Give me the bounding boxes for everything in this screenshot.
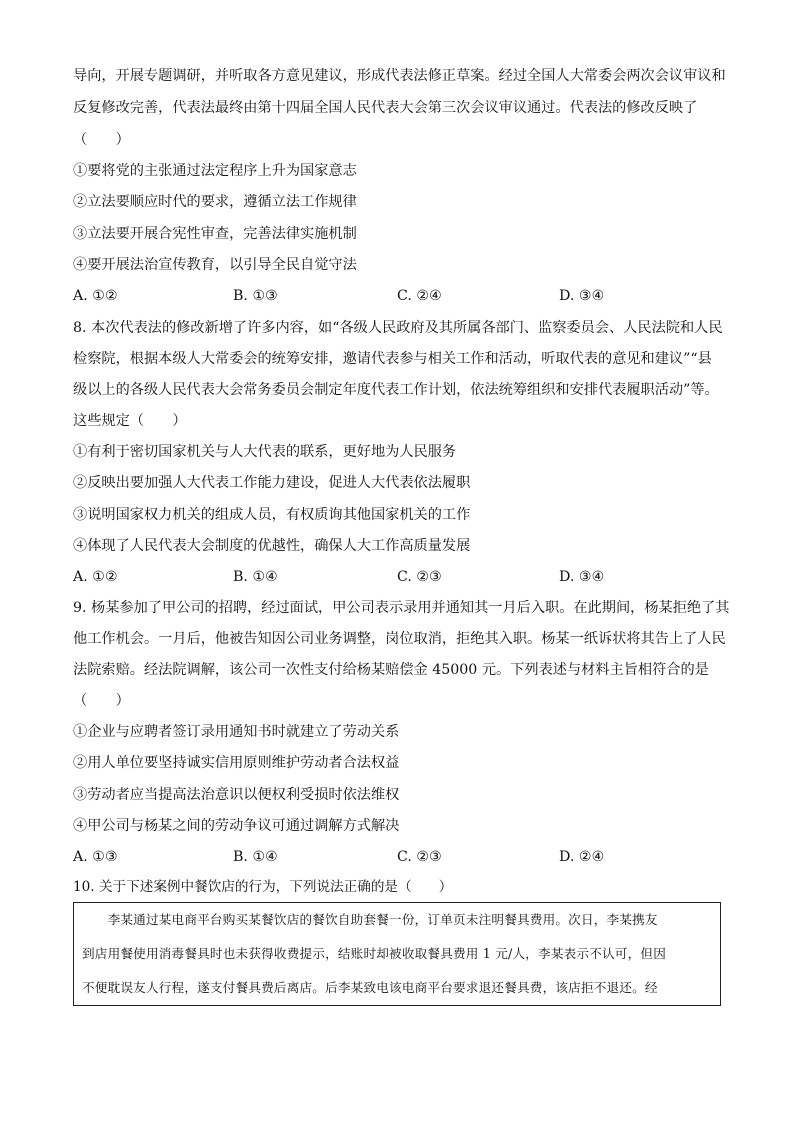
q8-item-1: ①有利于密切国家机关与人大代表的联系，更好地为人民服务 [73,444,457,460]
q7-option-a[interactable]: A. ①② [73,288,118,304]
q10-case-line-3: 不便耽误友人行程，遂支付餐具费后离店。后李某致电该电商平台要求退还餐具费，该店拒不退还。经 [82,980,658,995]
q9-option-a[interactable]: A. ①③ [73,849,118,865]
q7-item-1: ①要将党的主张通过法定程序上升为国家意志 [73,163,357,179]
q8-item-3: ③说明国家权力机关的组成人员，有权质询其他国家机关的工作 [73,507,471,523]
q10-case-line-2: 到店用餐使用消毒餐具时也未获得收费提示，结账时却被收取餐具费用 1 元/人，李某表示不认可，但因 [82,946,666,961]
q9-option-c[interactable]: C. ②③ [397,849,442,865]
q9-stem-line-2: 他工作机会。一月后，他被告知因公司业务调整，岗位取消，拒绝其入职。杨某一纸诉状将其告上了人民 [73,631,726,647]
q9-option-b[interactable]: B. ①④ [233,849,278,865]
q9-item-4: ④甲公司与杨某之间的劳动争议可通过调解方式解决 [73,818,400,834]
q10-stem: 10. 关于下述案例中餐饮店的行为，下列说法正确的是（ ） [73,879,453,895]
q8-option-d[interactable]: D. ③④ [559,569,605,585]
q8-stem-line-3: 级以上的各级人民代表大会常务委员会制定年度代表工作计划，依法统筹组织和安排代表履职活动”等。 [73,382,719,398]
q7-item-2: ②立法要顺应时代的要求，遵循立法工作规律 [73,194,357,210]
q7-item-4: ④要开展法治宣传教育，以引导全民自觉守法 [73,257,357,273]
q7-option-d[interactable]: D. ③④ [559,288,605,304]
q8-stem-line-4: 这些规定（ ） [73,413,187,429]
q8-stem-line-1: 8. 本次代表法的修改新增了许多内容，如“各级人民政府及其所属各部门、监察委员会、人民法院和人民 [73,320,723,336]
q9-option-d[interactable]: D. ②④ [559,849,605,865]
q9-item-1: ①企业与应聘者签订录用通知书时就建立了劳动关系 [73,724,400,740]
q10-case-box [73,902,721,1006]
q7-option-c[interactable]: C. ②④ [397,288,442,304]
q7-stem-line-2: 反复修改完善，代表法最终由第十四届全国人民代表大会第三次会议审议通过。代表法的修改反映了 [73,100,698,116]
q10-case-line-1: 李某通过某电商平台购买某餐饮店的餐饮自助套餐一份，订单页未注明餐具费用。次日，李某携友 [82,912,658,927]
q9-answer-blank: （ ） [73,693,130,709]
q8-stem-line-2: 检察院，根据本级人大常委会的统筹安排，邀请代表参与相关工作和活动，听取代表的意见和建议”“县 [73,351,712,367]
q8-option-c[interactable]: C. ②③ [397,569,442,585]
q7-answer-blank: （ ） [73,132,130,148]
q7-stem-line-1: 导向，开展专题调研，并听取各方意见建议，形成代表法修正草案。经过全国人大常委会两次会议审议和 [73,68,726,84]
q9-stem-line-1: 9. 杨某参加了甲公司的招聘，经过面试，甲公司表示录用并通知其一月后入职。在此期间，杨某拒绝了其 [73,600,730,616]
q8-item-2: ②反映出要加强人大代表工作能力建设，促进人大代表依法履职 [73,475,471,491]
q9-item-2: ②用人单位要坚持诚实信用原则维护劳动者合法权益 [73,755,400,771]
q7-option-b[interactable]: B. ①③ [233,288,278,304]
q9-stem-line-3: 法院索赔。经法院调解，该公司一次性支付给杨某赔偿金 45000 元。下列表述与材料主旨相符合的是 [73,662,709,678]
q8-option-a[interactable]: A. ①② [73,569,118,585]
q9-item-3: ③劳动者应当提高法治意识以便权利受损时依法维权 [73,787,400,803]
q8-option-b[interactable]: B. ①④ [233,569,278,585]
q7-item-3: ③立法要开展合宪性审查，完善法律实施机制 [73,226,357,242]
q8-item-4: ④体现了人民代表大会制度的优越性，确保人大工作高质量发展 [73,538,471,554]
